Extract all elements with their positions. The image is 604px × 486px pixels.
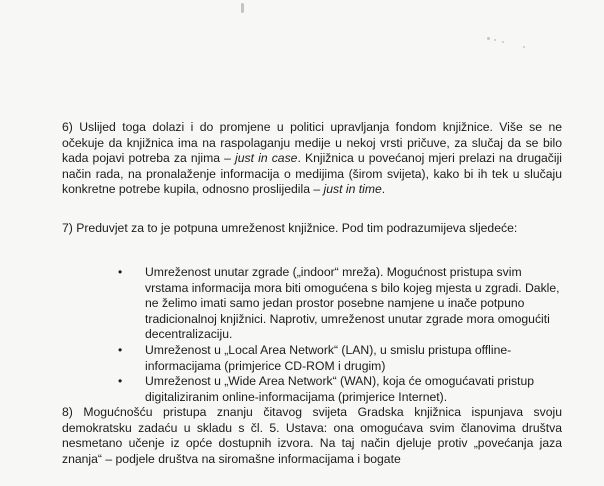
paragraph-8: 8) Mogućnošću pristupa znanju čitavog svijeta Gradska knjižnica ispunjava svoju demokratsku zadaću u skladu s čl. 5. Ustava: ona omogućava svim članovima društva nesmetano učenje iz opće dostupnih izvora. Na taj način djeluje protiv „povećanja jaza znanja“ – podjele društva na siromašne informacijama i bogate <box>62 405 562 466</box>
paragraph-6-text-middle: . Knjižnica u povećanoj mjeri prelazi na drugačiji način rada, na pronalaženje informacija o medijima (širom svijeta), kako bi ih tek u slučaju konkretne potrebe kupila, odnosno proslijedila – <box>62 151 562 197</box>
list-item-text: Umreženost u „Wide Area Network“ (WAN), koja će omogućavati pristup digitaliziranim online-informacijama (primjerice Internet). <box>145 374 534 404</box>
paragraph-6-emphasis-just-in-time: just in time <box>323 182 382 197</box>
list-item <box>118 265 564 343</box>
bullet-marker: • <box>118 342 123 357</box>
paragraph-7: 7) Preduvjet za to je potpuna umreženost knjižnice. Pod tim podrazumijeva sljedeće: <box>62 221 518 235</box>
scan-speck <box>502 41 504 43</box>
paragraph-6-text-end: . <box>381 182 386 197</box>
bullet-marker: • <box>118 374 123 389</box>
bullet-marker: • <box>118 265 123 279</box>
list-item-text: Umreženost u „Local Area Network“ (LAN), u smislu pristupa offline-informacijama (primjerice CD-ROM i drugim) <box>145 342 512 373</box>
scan-speck <box>241 3 244 13</box>
scan-speck <box>494 39 496 41</box>
list-item-text: Umreženost unutar zgrade („indoor“ mreža). Mogućnost pristupa svim vrstama informacija mora biti omogućena s bilo kojeg mjesta u zgradi. Dakle, ne želimo imati samo jedan prostor posebne namjene u inače potpuno tradicionalnoj knjižnici. Naprotiv, umreženost unutar zgrade mora omogućiti decentralizaciju. <box>145 265 560 342</box>
scan-speck <box>487 37 490 40</box>
paragraph-6-text-start: 6) Uslijed toga dolazi i do promjene u politici upravljanja fondom knjižnice. Više se ne očekuje da knjižnica ima na raspolaganju medije u nekoj vrsti pričuve, za slučaj da se bilo kada pojavi potreba za njima – <box>62 120 562 166</box>
paragraph-6 <box>62 120 562 198</box>
list-item <box>118 343 564 374</box>
paragraph-6-emphasis-just-in-case: just in case <box>235 151 298 166</box>
list-item <box>118 374 564 405</box>
scan-speck <box>523 46 525 48</box>
network-requirements-list <box>118 265 564 405</box>
